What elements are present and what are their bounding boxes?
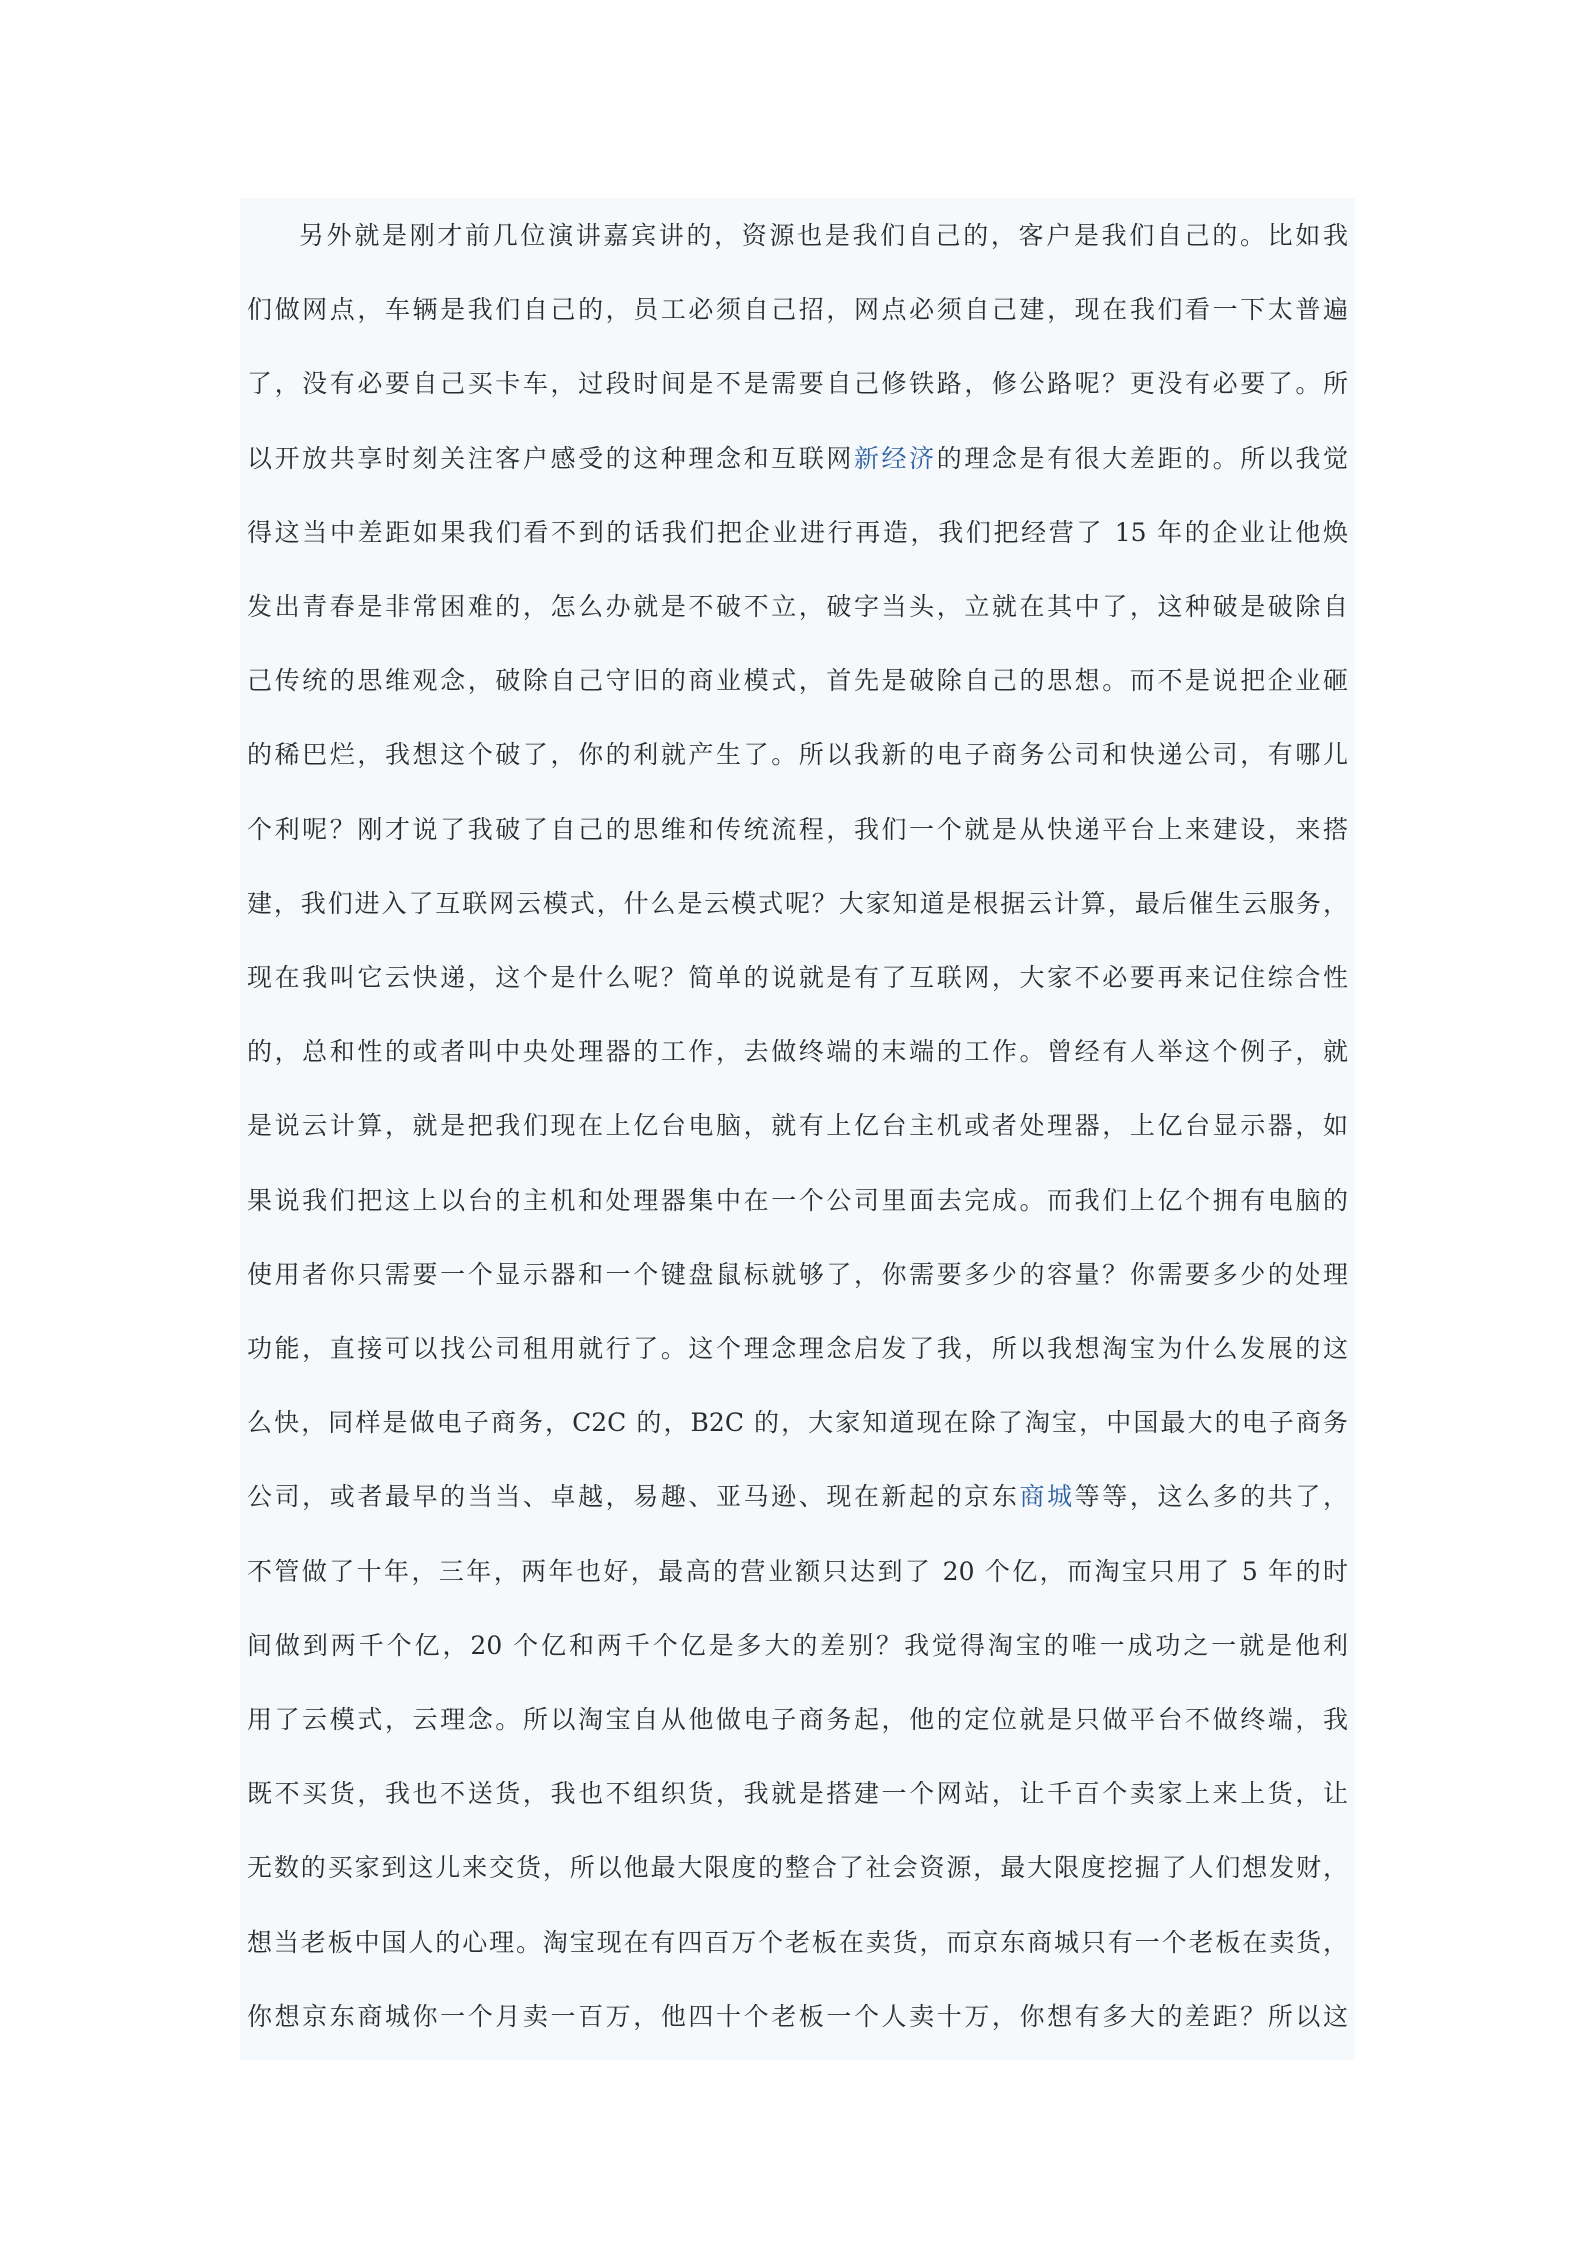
text-segment: 了，没有必要自己买卡车，过段时间是不是需要自己修铁路，修公路呢？更没有必要了。所 [247, 369, 1348, 399]
text-segment: 你想京东商城你一个月卖一百万，他四十个老板一个人卖十万，你想有多大的差距？所以这 [247, 2001, 1348, 2031]
text-segment: 公司，或者最早的当当、卓越，易趣、亚马逊、现在新起的京东 [247, 1482, 1020, 1512]
text-segment: 发出青春是非常困难的，怎么办就是不破不立，破字当头，立就在其中了，这种破是破除自 [247, 592, 1348, 621]
text-line [247, 364, 1348, 404]
text-segment: 个利呢？刚才说了我破了自己的思维和传统流程，我们一个就是从快递平台上来建设，来搭 [247, 814, 1348, 844]
text-line [247, 1255, 1348, 1295]
text-segment: 用了云模式，云理念。所以淘宝自从他做电子商务起，他的定位就是只做平台不做终端，我 [247, 1705, 1348, 1734]
text-segment: 得这当中差距如果我们看不到的话我们把企业进行再造，我们把经营了 15 年的企业让他焕 [247, 517, 1348, 547]
text-line [247, 810, 1348, 850]
text-segment: 功能，直接可以找公司租用就行了。这个理念理念启发了我，所以我想淘宝为什么发展的这 [247, 1334, 1348, 1363]
text-line [247, 439, 1348, 479]
text-segment: 的理念是有很大差距的。所以我觉 [936, 443, 1348, 473]
text-segment: 建，我们进入了互联网云模式，什么是云模式呢？大家知道是根据云计算，最后催生云服务， [247, 888, 1348, 918]
text-segment: 间做到两千个亿，20 个亿和两千个亿是多大的差别？我觉得淘宝的唯一成功之一就是他利 [247, 1630, 1348, 1660]
text-line [247, 661, 1348, 701]
text-segment: 现在我叫它云快递，这个是什么呢？简单的说就是有了互联网，大家不必要再来记住综合性 [247, 963, 1348, 992]
text-line [247, 1032, 1348, 1072]
text-line [247, 1181, 1348, 1221]
text-segment: 等等，这么多的共了， [1074, 1482, 1348, 1512]
text-line [247, 1848, 1348, 1888]
text-line [247, 513, 1348, 553]
inline-link[interactable]: 商城 [1019, 1482, 1075, 1512]
text-segment: 果说我们把这上以台的主机和处理器集中在一个公司里面去完成。而我们上亿个拥有电脑的 [247, 1185, 1348, 1215]
text-segment: 既不买货，我也不送货，我也不组织货，我就是搭建一个网站，让千百个卖家上来上货，让 [247, 1779, 1348, 1809]
text-line [247, 1774, 1348, 1814]
body-text-block [240, 198, 1355, 2060]
text-line [247, 735, 1348, 775]
text-segment: 的，总和性的或者叫中央处理器的工作，去做终端的末端的工作。曾经有人举这个例子，就 [247, 1037, 1348, 1067]
text-line [247, 1552, 1348, 1592]
text-segment: 使用者你只需要一个显示器和一个键盘鼠标就够了，你需要多少的容量？你需要多少的处理 [247, 1259, 1348, 1289]
text-line [247, 1106, 1348, 1146]
inline-link[interactable]: 新经济 [853, 443, 937, 473]
text-line [247, 884, 1348, 924]
text-segment: 是说云计算，就是把我们现在上亿台电脑，就有上亿台主机或者处理器，上亿台显示器，如 [247, 1111, 1348, 1141]
text-line [247, 1477, 1348, 1517]
text-line [247, 216, 1348, 256]
text-segment: 的稀巴烂，我想这个破了，你的利就产生了。所以我新的电子商务公司和快递公司，有哪儿 [247, 740, 1348, 770]
text-segment: 以开放共享时刻关注客户感受的这种理念和互联网 [247, 443, 854, 473]
text-segment: 们做网点，车辆是我们自己的，员工必须自己招，网点必须自己建，现在我们看一下太普遍 [247, 295, 1348, 325]
text-segment: 无数的买家到这儿来交货，所以他最大限度的整合了社会资源，最大限度挖掘了人们想发财， [247, 1853, 1348, 1883]
text-line [247, 1626, 1348, 1666]
text-line [247, 1997, 1348, 2037]
text-line [247, 1923, 1348, 1963]
text-line [247, 1329, 1348, 1369]
text-segment: 么快，同样是做电子商务，C2C 的，B2C 的，大家知道现在除了淘宝，中国最大的电子商务 [247, 1408, 1348, 1438]
text-line [247, 587, 1348, 627]
text-line [247, 1700, 1348, 1740]
text-segment: 己传统的思维观念，破除自己守旧的商业模式，首先是破除自己的思想。而不是说把企业砸 [247, 666, 1348, 696]
text-segment: 不管做了十年，三年，两年也好，最高的营业额只达到了 20 个亿，而淘宝只用了 5 年的时 [247, 1556, 1348, 1586]
text-line [247, 958, 1348, 998]
text-line [247, 290, 1348, 330]
text-line [247, 1403, 1348, 1443]
text-segment: 另外就是刚才前几位演讲嘉宾讲的，资源也是我们自己的，客户是我们自己的。比如我 [299, 221, 1348, 250]
text-segment: 想当老板中国人的心理。淘宝现在有四百万个老板在卖货，而京东商城只有一个老板在卖货， [247, 1927, 1348, 1957]
